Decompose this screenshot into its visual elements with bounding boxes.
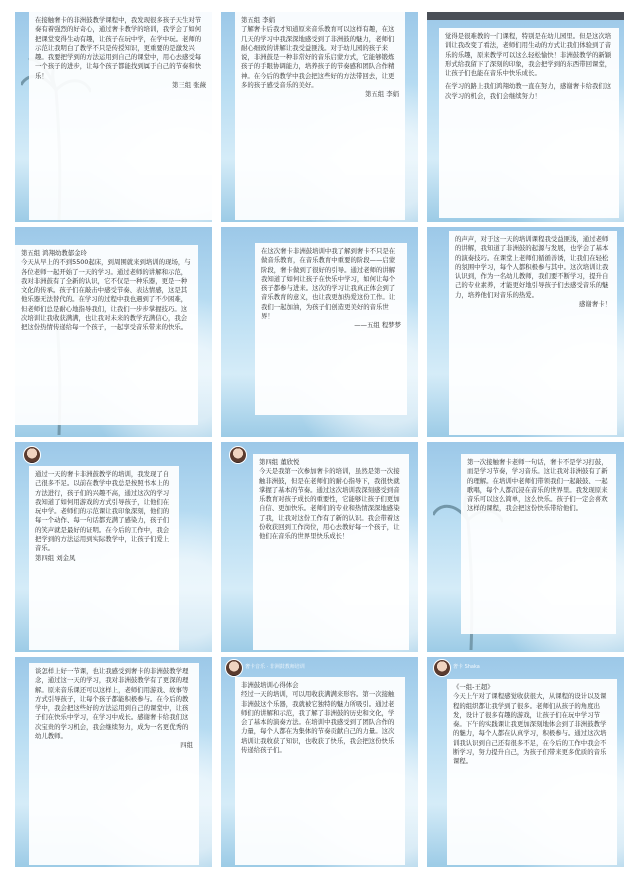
testimonial-sign: 第五组 李娟 xyxy=(365,90,399,99)
testimonial-body: 今天从早上的不到5500起床，到周围就来到培训的现场，与各位老师一起开始了一天的学习。通过老师的讲解和示范，我对非洲鼓有了全新的认识，它不仅是一种乐器，更是一种文化的传承。孩子们在敲击中感受节奏、表达情感，这是其他乐器无法替代的。在学习的过程中我也遇到了不少困难，但老师们总是耐心地指导我们，让我们一步步掌握技巧。这次培训让我收获满满，也让我对未来的教学充满信心，我会把这份热情传递给每一个孩子，一起享受音乐带来的快乐。 xyxy=(21,258,191,332)
top-bar xyxy=(427,12,624,20)
testimonial-panel xyxy=(253,454,409,650)
testimonial-panel xyxy=(235,12,405,220)
testimonial-title: 第五组 鸿翔幼教郁金玲 xyxy=(21,249,87,257)
testimonial-sign: ——五组 程梦梦 xyxy=(354,321,401,330)
testimonial-sign: 感谢奢卡！ xyxy=(579,300,611,309)
testimonial-body: 了解奢卡后我才知道原来音乐教育可以这样有趣，在这几天的学习中我深深地感受到了非洲鼓的魅力，老师们耐心细致的讲解让我受益匪浅。对于幼儿园的孩子来说，非洲鼓是一种非常好的音乐启蒙方式，它能够锻炼孩子的手眼协调能力，培养孩子的节奏感和团队合作精神。在今后的教学中我会把这些好的方法带回去，让更多的孩子感受音乐的美好。 xyxy=(241,25,395,90)
testimonial-title: 第四组 董欣悦 xyxy=(259,458,300,466)
testimonial-sign: 四组 xyxy=(180,741,193,750)
testimonial-panel xyxy=(439,28,619,218)
testimonial-body: 在接触奢卡的非洲鼓教学课程中，我发现很多孩子天生对节奏有着强烈的好奇心，通过奢卡教学的培训，我学会了如何把课堂变得生动有趣，让孩子在玩中学，在学中玩。老师的示范让我明白了教学不只是传授知识，更重要的是激发兴趣。我要把学到的方法运用到自己的课堂中，用心去感受每一个孩子的进步，让每个孩子都能找到属于自己的节奏和快乐！ xyxy=(35,16,202,80)
testimonial-card-6 xyxy=(427,227,624,437)
avatar xyxy=(23,446,41,464)
testimonial-body: 第一次接触奢卡老师一句话，奢卡不是学习打鼓，而是学习节奏，学习音乐。这让我对非洲鼓有了新的理解。在培训中老师们带领我们一起敲鼓、一起歌唱，每个人都沉浸在音乐的世界里。我发现原来音乐可以这么简单，这么快乐。孩子们一定会喜欢这样的课程，我会把这份快乐带给他们。 xyxy=(467,458,608,513)
testimonial-sign: 第三组 张薇 xyxy=(172,81,206,90)
tagline: 奢卡音乐 · 非洲鼓教师培训 xyxy=(245,664,305,670)
testimonial-panel xyxy=(447,679,617,865)
testimonial-panel xyxy=(29,466,179,650)
testimonial-body: 今天是我第一次参加奢卡的培训，虽然是第一次接触非洲鼓，但是在老师们的耐心指导下，我很快就掌握了基本的节奏。通过这次培训我深刻感受到音乐教育对孩子成长的重要性，它能够让孩子们更加自信、更加快乐。老师们的专业和热情深深地感染了我，让我对这份工作有了新的认识。我会带着这份收获回到工作岗位，用心去教好每一个孩子，让他们在音乐的世界里快乐成长！ xyxy=(259,467,400,541)
testimonial-panel xyxy=(449,231,617,435)
testimonial-panel xyxy=(15,245,198,425)
testimonial-card-9 xyxy=(427,442,624,652)
testimonial-panel xyxy=(29,12,212,220)
avatar xyxy=(229,446,247,464)
testimonial-extra: 在学习的路上我们鸿翔幼教一直在努力，感谢奢卡给我们这次学习的机会，我们会继续努力！ xyxy=(445,82,612,100)
testimonial-panel xyxy=(461,454,616,634)
testimonial-title: 《一组-王超》 xyxy=(453,683,494,691)
testimonial-body: 的声声，对于这一天的培训课程我受益匪浅，通过老师的讲解，我知道了非洲鼓的起源与发展，也学会了基本的演奏技巧。在课堂上老师们循循善诱，让我们在轻松的氛围中学习，每个人都积极参与其中。这次培训让我认识到，作为一名幼儿教师，我们要不断学习，提升自己的专业素养，才能更好地引导孩子们去感受音乐的魅力，培养他们对音乐的热爱。 xyxy=(455,235,609,299)
testimonial-card-4 xyxy=(15,227,212,437)
avatar xyxy=(433,659,451,677)
tagline: 奢卡 Shaka xyxy=(453,664,480,670)
avatar xyxy=(225,659,243,677)
testimonial-body: 觉得是很难教的一门课程，特别是在幼儿园里。但是这次培训让我改变了看法，老师们用生动的方式让我们体验到了音乐的乐趣，原来教学可以这么轻松愉快！非洲鼓教学的新颖形式给我留下了深刻的印象，我会把学到的东西带回课堂，让孩子们也能在音乐中快乐成长。 xyxy=(445,32,612,78)
testimonial-card-3 xyxy=(427,12,624,222)
testimonial-body: 今天上午对了课程感觉收获很大，从课程的设计以及课程的组织都让我学到了很多。老师们从孩子的角度出发，设计了很多有趣的游戏，让孩子们在玩中学习节奏。下午的实践课让我更加深刻地体会到了非洲鼓教学的魅力，每个人都在认真学习，积极参与。通过这次培训我认识到自己还有很多不足，在今后的工作中我会不断学习，努力提升自己，为孩子们带来更多优质的音乐课程。 xyxy=(453,692,607,766)
testimonial-body: 经过一天的培训，可以用收获满满来形容。第一次接触非洲鼓这个乐器，我就被它独特的魅力所吸引。通过老师们的讲解和示范，我了解了非洲鼓的历史和文化，学会了基本的演奏方法。在培训中我感受到了团队合作的力量，每个人都在为集体的节奏贡献自己的力量。这次培训让我收获了知识，也收获了快乐，我会把这份快乐传递给孩子们。 xyxy=(241,690,395,755)
testimonial-card-5 xyxy=(221,227,418,437)
testimonial-card-7 xyxy=(15,442,212,652)
testimonial-title: 非洲鼓培训心得体会 xyxy=(241,681,299,689)
testimonial-card-1 xyxy=(15,12,212,222)
testimonial-card-8 xyxy=(221,442,418,652)
testimonial-title: 第五组 李娟 xyxy=(241,16,275,24)
testimonial-card-11 xyxy=(221,657,418,867)
testimonial-card-12 xyxy=(427,657,624,867)
testimonial-panel xyxy=(235,677,405,865)
testimonial-card-10 xyxy=(15,657,212,867)
testimonial-body: 谈怎样上好一节课，也让我感受到奢卡的非洲鼓教学理念，通过这一天的学习，我对非洲鼓教学有了更深的理解。原来音乐课还可以这样上，老师们用游戏、故事等方式引导孩子，让每个孩子都能积极参与。在今后的教学中，我会把这些好的方法运用到自己的课堂中，让孩子们在快乐中学习，在学习中成长。感谢奢卡给我们这次宝贵的学习机会，我会继续努力，成为一名更优秀的幼儿教师。 xyxy=(35,667,189,741)
collage-grid xyxy=(15,12,625,868)
testimonial-body: 通过一天的奢卡非洲鼓教学的培训，我发现了自己很多不足。以前在教学中我总是按照书本上的方法进行，孩子们的兴趣不高，通过这次的学习我知道了如何用游戏的方式引导孩子，让他们在玩中学。老师们的示范课让我印象深刻，他们的每一个动作、每一句话都充满了感染力，孩子们的笑声就是最好的证明。在今后的工作中，我会把学到的方法运用到实际教学中，让孩子们爱上音乐。 xyxy=(35,470,170,553)
testimonial-body: 在这次奢卡非洲鼓培训中我了解到奢卡不只是在做音乐教育，在音乐教育中重要的阶段——启蒙阶段，奢卡做到了很好的引导。通过老师的讲解我知道了如何让孩子在快乐中学习，如何让每个孩子都参与进来。这次的学习让我真正体会到了音乐教育的意义，也让我更加热爱这份工作。让我们一起加油，为孩子们创造更美好的音乐世界！ xyxy=(261,247,396,321)
testimonial-card-2 xyxy=(221,12,418,222)
testimonial-sign: 第四组 刘金凤 xyxy=(35,553,76,562)
testimonial-panel xyxy=(29,663,199,865)
testimonial-panel xyxy=(255,243,407,415)
